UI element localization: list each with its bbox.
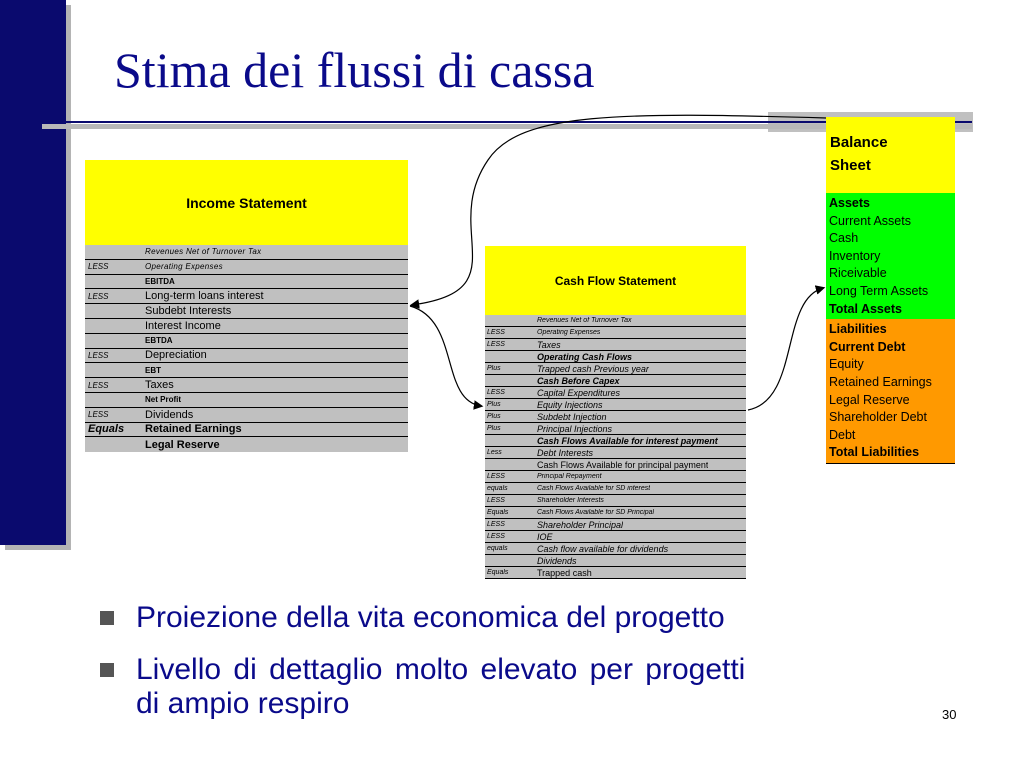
- balance-sheet-title-line1: Balance: [830, 134, 888, 151]
- bullet-text-2-line2: di ampio respiro: [136, 687, 350, 720]
- row-operator: equals: [487, 485, 508, 492]
- row-label: Net Profit: [145, 395, 181, 405]
- row-label: Interest Income: [145, 319, 221, 332]
- row-label: Principal Injections: [537, 423, 613, 434]
- row-operator: LESS: [88, 380, 109, 390]
- row-label: Dividends: [145, 408, 194, 421]
- row-label: IOE: [537, 531, 553, 542]
- cash-flow-statement-header: Cash Flow Statement: [485, 246, 746, 315]
- row-label: Subdebt Interests: [145, 305, 232, 318]
- row-operator: LESS: [487, 341, 505, 348]
- balance-sheet-item: Long Term Assets: [829, 283, 929, 298]
- balance-sheet-item: Total Assets: [829, 301, 902, 316]
- bullet-item-2: [100, 653, 950, 733]
- row-operator: LESS: [88, 410, 109, 420]
- bullet-text-2: [136, 653, 745, 721]
- row-operator: LESS: [88, 262, 109, 272]
- row-label: Cash Flows Available for SD interest: [537, 485, 651, 492]
- row-operator: Plus: [487, 425, 501, 432]
- row-operator: Plus: [487, 401, 501, 408]
- row-operator: equals: [487, 545, 508, 552]
- row-label: Operating Cash Flows: [537, 351, 633, 362]
- square-bullet-icon: [100, 663, 114, 677]
- row-label: Retained Earnings: [145, 423, 242, 436]
- arrow-cashflow-to-balance: [748, 288, 823, 410]
- square-bullet-icon: [100, 611, 114, 625]
- row-operator: LESS: [88, 291, 109, 301]
- row-label: Operating Expenses: [145, 262, 223, 272]
- bullet-text-1: Proiezione della vita economica del progetto: [136, 601, 725, 634]
- row-label: Principal Repayment: [537, 473, 602, 480]
- balance-sheet-item: Current Debt: [829, 339, 906, 354]
- arrow-balance-to-income: [412, 115, 826, 305]
- slide-title: Stima dei flussi di cassa: [114, 42, 595, 98]
- row-label: Equity Injections: [537, 399, 603, 410]
- row-label: Legal Reserve: [145, 438, 220, 451]
- row-label: EBT: [145, 365, 161, 375]
- row-label: Subdebt Injection: [537, 411, 607, 422]
- row-label: Revenues Net of Turnover Tax: [145, 247, 262, 257]
- row-label: EBITDA: [145, 276, 175, 286]
- row-operator: Plus: [487, 365, 501, 372]
- balance-sheet-item: Cash: [829, 231, 859, 246]
- row-operator: Less: [487, 449, 502, 456]
- row-operator: LESS: [487, 521, 505, 528]
- row-label: Dividends: [537, 555, 577, 566]
- row-operator: LESS: [487, 497, 505, 504]
- row-operator: Equals: [487, 569, 509, 576]
- row-operator: Plus: [487, 413, 501, 420]
- row-label: Revenues Net of Turnover Tax: [537, 317, 632, 324]
- balance-sheet-title-line2: Sheet: [830, 157, 871, 174]
- row-label: Depreciation: [145, 349, 207, 362]
- row-label: Cash Flows Available for SD Principal: [537, 509, 655, 516]
- row-label: Cash flow available for dividends: [537, 543, 669, 554]
- row-label: Taxes: [145, 379, 174, 392]
- row-operator: LESS: [487, 329, 505, 336]
- bullet-text-2-line1: Livello di dettaglio molto elevato per progetti: [136, 653, 746, 686]
- income-statement-header: Income Statement: [85, 160, 408, 245]
- row-operator: LESS: [487, 389, 505, 396]
- row-label: Capital Expenditures: [537, 387, 621, 398]
- balance-sheet-item: Shareholder Debt: [829, 410, 927, 425]
- row-label: Cash Flows Available for principal payment: [537, 459, 709, 470]
- row-label: Taxes: [537, 339, 561, 350]
- row-operator: Equals: [88, 423, 125, 436]
- row-operator: Equals: [487, 509, 509, 516]
- row-label: Cash Before Capex: [537, 375, 620, 386]
- row-operator: LESS: [88, 350, 109, 360]
- row-label: Cash Flows Available for interest payment: [537, 435, 718, 446]
- balance-sheet-item: Assets: [829, 196, 870, 210]
- row-label: EBTDA: [145, 336, 173, 346]
- arrow-income-to-cashflow: [410, 306, 481, 406]
- row-label: Operating Expenses: [537, 329, 601, 336]
- balance-sheet-item: Liabilities: [829, 322, 887, 337]
- bullet-item-1: [100, 601, 950, 641]
- balance-sheet-item: Debt: [829, 427, 856, 442]
- row-label: Debt Interests: [537, 447, 594, 458]
- balance-sheet-item: Riceivable: [829, 266, 887, 281]
- row-label: Trapped cash: [537, 567, 592, 578]
- balance-sheet-item: Total Liabilities: [829, 445, 920, 460]
- balance-sheet-item: Retained Earnings: [829, 374, 932, 389]
- row-label: Shareholder Interests: [537, 497, 604, 504]
- balance-sheet-item: Current Assets: [829, 213, 911, 228]
- row-label: Long-term loans interest: [145, 290, 264, 303]
- row-label: Shareholder Principal: [537, 519, 624, 530]
- row-operator: LESS: [487, 473, 505, 480]
- balance-sheet-item: Equity: [829, 357, 864, 372]
- balance-sheet-item: Legal Reserve: [829, 392, 910, 407]
- page-number: 30: [942, 707, 957, 722]
- row-operator: LESS: [487, 533, 505, 540]
- row-label: Trapped cash Previous year: [537, 363, 649, 374]
- balance-sheet-item: Inventory: [829, 248, 881, 263]
